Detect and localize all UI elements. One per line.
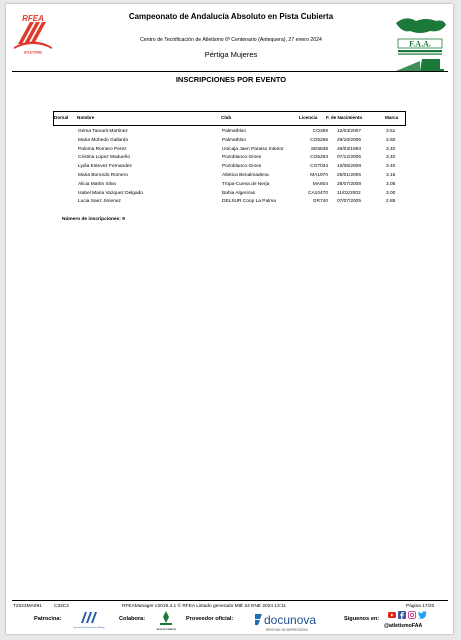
colabora-name: Junta de Andalucía: [156, 629, 176, 631]
junta-andalucia-logo: [154, 609, 178, 633]
cell-marca: 3.51: [386, 129, 396, 134]
document-page: [6, 4, 453, 634]
cell-licencia: CO5266: [310, 137, 328, 143]
cell-nombre: Lucia Saez Jimenez: [78, 199, 121, 205]
table-row: [6, 199, 453, 208]
cell-nombre: Maria Borondo Romero: [78, 173, 128, 178]
social-handle[interactable]: @atletismoFAA: [384, 623, 423, 629]
table-row: [6, 182, 453, 191]
patrocina-name: Diputación Provincial de Málaga: [73, 627, 105, 629]
cell-club: Tropa-Cueva de Nerja: [222, 181, 270, 187]
cell-nacimiento: 28/07/2008: [337, 181, 362, 187]
col-licencia: Licencia: [299, 115, 318, 120]
proveedor-name: docunova: [264, 613, 317, 627]
cell-marca: 3.40: [386, 164, 396, 170]
col-marca: Marca: [385, 115, 399, 120]
docunova-logo: [252, 609, 328, 633]
col-nacimiento: F. de Nacimiento: [326, 115, 363, 120]
venue-date: Centro de Tecnificación de Atletismo 6º Centenario (Antequera), 27 enero 2024: [140, 37, 322, 43]
cell-nacimiento: 07/12/2006: [337, 155, 362, 161]
event-name: Pértiga Mujeres: [204, 50, 258, 59]
rfea-logo-text: RFEA: [22, 14, 44, 23]
cell-club: Bahia Algeciras: [222, 190, 256, 196]
cell-club: Unicaja Jaen Paraiso Interior: [222, 146, 284, 152]
cell-licencia: MA804: [312, 181, 328, 187]
cell-club: Palmathlon: [222, 137, 246, 143]
cell-nacimiento: 12/03/2007: [337, 129, 362, 134]
cell-nacimiento: 29/10/2006: [337, 137, 362, 143]
siguenos-label: Síguenos en:: [344, 616, 380, 622]
cell-club: Atletica Benalmadena: [222, 173, 269, 178]
rfea-logo: [12, 14, 54, 54]
cell-nombre: Paloma Romero Perez: [78, 146, 127, 152]
table-row: [6, 173, 453, 182]
diputacion-malaga-logo: [73, 609, 105, 633]
table-row: [6, 129, 453, 138]
cell-club: Palmathlon: [222, 129, 246, 134]
cell-marca: 3.15: [386, 173, 396, 178]
col-dorsal: Dorsal: [54, 115, 69, 120]
table-row: [6, 164, 453, 173]
footer-generated: RFEAManager v2019.4.1 © RFEA Listado generado MIÉ 24 ENE 2024 13:11: [122, 604, 286, 609]
col-club: Club: [221, 115, 232, 120]
cell-licencia: CO7034: [310, 164, 328, 170]
facebook-icon[interactable]: [398, 611, 406, 619]
cell-licencia: MA1970: [310, 173, 328, 178]
cell-licencia: CA10470: [307, 190, 328, 196]
table-row: [6, 155, 453, 164]
faa-logo: [392, 13, 448, 73]
cell-licencia: SE5838: [310, 146, 328, 152]
cell-licencia: CO359: [312, 129, 328, 134]
cell-club: Pozoblanco-Gines: [222, 155, 262, 161]
footer-code2: C32C2: [54, 604, 69, 609]
cell-nacimiento: 11/02/2002: [337, 190, 361, 196]
cell-marca: 3.50: [386, 137, 396, 143]
cell-nombre: Alicia Martin Silva: [78, 181, 116, 187]
cell-licencia: GR740: [312, 199, 328, 205]
cell-club: Pozoblanco-Gines: [222, 164, 262, 170]
cell-marca: 2.85: [386, 199, 396, 205]
cell-marca: 3.40: [386, 155, 396, 161]
twitter-icon[interactable]: [418, 611, 427, 619]
cell-club: DELSUR Coop La Palma: [222, 199, 276, 205]
cell-nombre: Lydia Estevez Fernandez: [78, 164, 132, 170]
cell-nombre: Gema Tamarit Martinez: [78, 129, 128, 134]
instagram-icon[interactable]: [408, 611, 416, 619]
footer-code: T2023MA091: [13, 604, 42, 609]
rfea-logo-subtext: ATLETISMO: [23, 50, 43, 55]
cell-nacimiento: 25/01/2006: [337, 173, 362, 178]
table-row: [6, 138, 453, 147]
col-nombre: Nombre: [77, 115, 95, 120]
proveedor-label: Proveedor oficial:: [186, 616, 234, 622]
footer-divider: [12, 600, 448, 601]
cell-nacimiento: 07/07/2005: [337, 199, 362, 205]
cell-nombre: Maria Mohedo Gallardo: [78, 137, 129, 143]
faa-logo-text: F.A.A.: [409, 39, 431, 49]
cell-nacimiento: 26/03/1993: [337, 146, 362, 152]
patrocina-label: Patrocina:: [34, 616, 62, 622]
competition-title: Campeonato de Andalucía Absoluto en Pista Cubierta: [128, 12, 334, 21]
cell-licencia: CO5293: [310, 155, 328, 161]
cell-nombre: Cristina Lopez Madueño: [78, 155, 130, 161]
cell-nacimiento: 10/06/2008: [337, 164, 362, 170]
header-divider: [12, 71, 448, 72]
footer-page: Página 17/20: [406, 604, 435, 609]
cell-marca: 3.05: [386, 181, 396, 187]
entries-count: Número de inscripciones: 9: [62, 217, 125, 222]
cell-marca: 3.00: [386, 190, 396, 196]
cell-nombre: Isabel Maria Vazquez Delgado: [78, 190, 143, 196]
colabora-label: Colabora:: [119, 616, 146, 622]
section-title: INSCRIPCIONES POR EVENTO: [175, 75, 287, 84]
cell-marca: 3.40: [386, 146, 396, 152]
youtube-icon[interactable]: [388, 611, 396, 619]
proveedor-sub: RENTING DE IMPRESORAS: [266, 628, 308, 632]
